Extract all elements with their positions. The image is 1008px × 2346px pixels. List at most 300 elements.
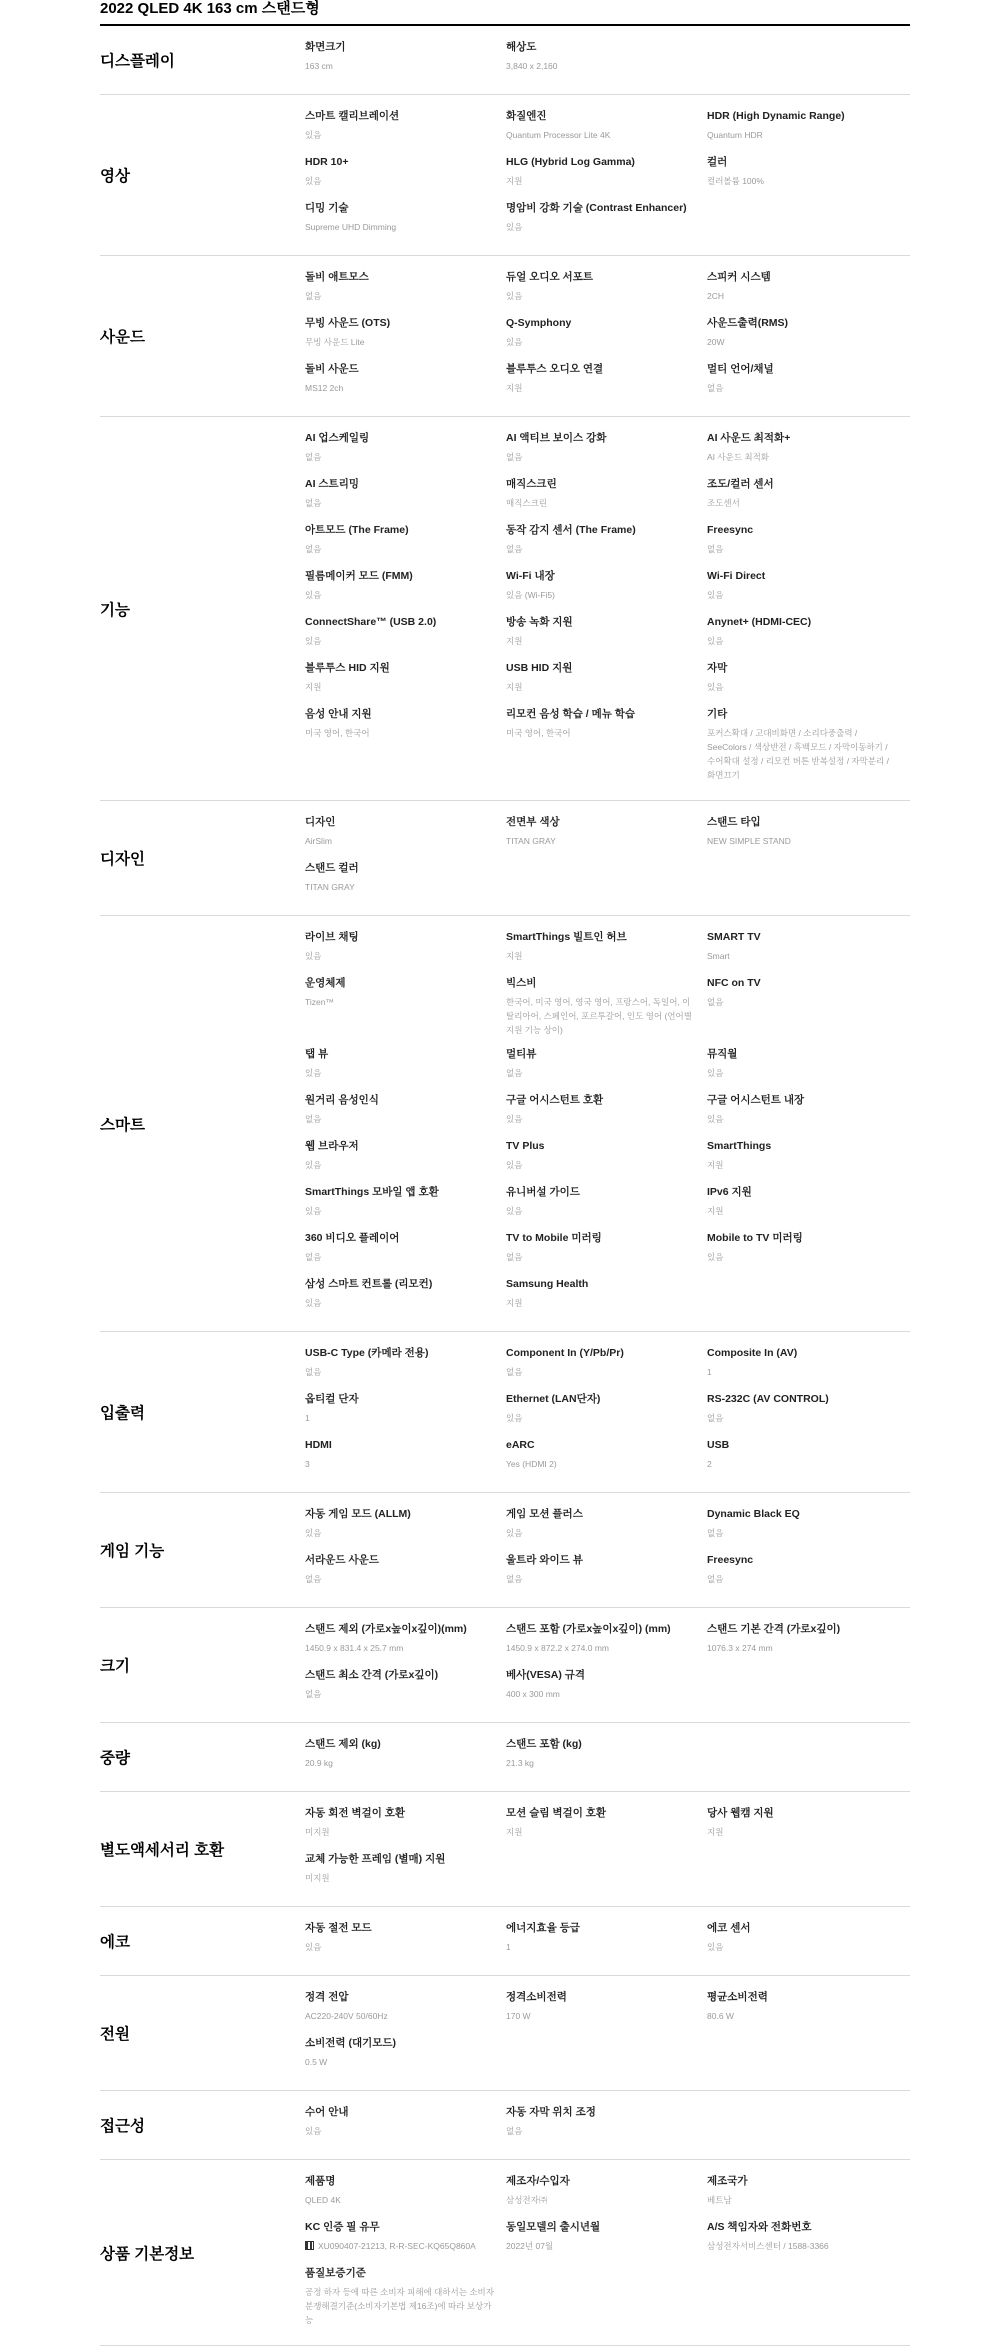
spec-value-wrap [707, 542, 896, 556]
spec-value-wrap [305, 59, 494, 73]
spec-item [305, 569, 506, 615]
spec-name: 당사 웹캠 지원 [707, 1807, 774, 1819]
section-title: 전원 [100, 2026, 130, 2043]
spec-item [506, 2174, 707, 2220]
spec-name: HDR (High Dynamic Range) [707, 110, 845, 122]
spec-name: 옵티컬 단자 [305, 1393, 359, 1405]
spec-value: 미지원 [305, 1827, 330, 1837]
spec-value: 있음 [305, 636, 322, 646]
spec-name: 스탠드 최소 간격 (가로x깊이) [305, 1669, 439, 1681]
spec-value: 있음 [707, 1942, 724, 1952]
spec-value-wrap [707, 1112, 896, 1126]
spec-value-wrap [707, 1457, 896, 1471]
spec-item [305, 155, 506, 201]
spec-value-wrap [506, 128, 695, 142]
spec-name: NFC on TV [707, 977, 761, 989]
spec-value-wrap [707, 450, 896, 464]
spec-value: 있음 [707, 590, 724, 600]
spec-item [305, 2266, 506, 2337]
spec-value: MS12 2ch [305, 383, 344, 393]
spec-item [305, 1622, 506, 1668]
spec-section [100, 1976, 910, 2091]
spec-grid [305, 801, 910, 915]
spec-name: 음성 안내 지원 [305, 708, 372, 720]
spec-item [305, 1185, 506, 1231]
spec-name: 스탠드 제외 (가로x높이x깊이)(mm) [305, 1623, 467, 1635]
spec-item [305, 1668, 506, 1714]
spec-value-wrap [506, 1641, 695, 1655]
spec-item [707, 1553, 908, 1599]
spec-section [100, 417, 910, 801]
spec-value: 있음 [305, 1942, 322, 1952]
spec-name: 멀티뷰 [506, 1048, 537, 1060]
spec-name: 뮤직월 [707, 1048, 738, 1060]
spec-item [506, 815, 707, 861]
spec-value-wrap [305, 1066, 494, 1080]
spec-name: 방송 녹화 지원 [506, 616, 573, 628]
spec-value: 없음 [506, 2126, 523, 2136]
spec-item [707, 316, 908, 362]
spec-name: 360 비디오 플레이어 [305, 1232, 400, 1244]
spec-item [707, 1139, 908, 1185]
spec-value: 없음 [305, 1574, 322, 1584]
spec-item [506, 1392, 707, 1438]
spec-value-wrap [305, 949, 494, 963]
spec-value-wrap [305, 220, 494, 234]
spec-name: 수어 안내 [305, 2106, 349, 2118]
spec-value-wrap [305, 1526, 494, 1540]
spec-value: 21.3 kg [506, 1758, 534, 1768]
spec-name: ConnectShare™ (USB 2.0) [305, 616, 437, 628]
spec-value: 지원 [707, 1160, 724, 1170]
spec-item [506, 1622, 707, 1668]
spec-value: 2 [707, 1459, 712, 1469]
spec-item [707, 1093, 908, 1139]
spec-item [305, 2036, 506, 2082]
spec-grid [305, 95, 910, 255]
spec-value-wrap [707, 949, 896, 963]
spec-name: 명암비 강화 기술 (Contrast Enhancer) [506, 202, 687, 214]
spec-value-wrap [506, 289, 695, 303]
spec-value: 없음 [707, 1413, 724, 1423]
spec-value: 있음 [506, 1528, 523, 1538]
spec-item [506, 201, 707, 247]
spec-value-wrap [305, 128, 494, 142]
spec-name: 자동 게임 모드 (ALLM) [305, 1508, 411, 1520]
spec-item [506, 2105, 707, 2151]
spec-value: 1 [707, 1367, 712, 1377]
spec-value: 없음 [506, 452, 523, 462]
spec-item [506, 109, 707, 155]
spec-item [305, 109, 506, 155]
spec-name: SmartThings 빌트인 허브 [506, 931, 627, 943]
spec-value-wrap [707, 496, 896, 510]
spec-value-wrap [707, 1572, 896, 1586]
spec-value: 있음 [707, 1068, 724, 1078]
spec-value-wrap [305, 335, 494, 349]
spec-value: Quantum Processor Lite 4K [506, 130, 611, 140]
spec-value-wrap [305, 1411, 494, 1425]
spec-grid [305, 2091, 910, 2159]
spec-name: 아트모드 (The Frame) [305, 524, 409, 536]
spec-name: 서라운드 사운드 [305, 1554, 379, 1566]
spec-value-wrap [707, 1066, 896, 1080]
spec-name: Q-Symphony [506, 317, 572, 329]
spec-value-wrap [506, 1756, 695, 1770]
spec-section [100, 2160, 910, 2346]
spec-value: 20W [707, 337, 725, 347]
section-title: 디자인 [100, 851, 145, 868]
spec-value-wrap [305, 2124, 494, 2138]
spec-value-wrap [707, 1641, 896, 1655]
spec-value: 없음 [506, 1252, 523, 1262]
spec-item [305, 201, 506, 247]
spec-section [100, 1608, 910, 1723]
spec-item [506, 1507, 707, 1553]
spec-value-wrap [305, 1365, 494, 1379]
spec-value-wrap [506, 1526, 695, 1540]
spec-value-wrap [305, 2055, 494, 2069]
spec-name: 전면부 색상 [506, 816, 560, 828]
spec-value-wrap [305, 1871, 494, 1885]
spec-name: 블루투스 HID 지원 [305, 662, 390, 674]
spec-value: 지원 [506, 176, 523, 186]
spec-item [506, 477, 707, 523]
spec-value-wrap [506, 680, 695, 694]
spec-value: 없음 [305, 1114, 322, 1124]
spec-value-wrap [707, 289, 896, 303]
spec-value-wrap [305, 289, 494, 303]
spec-item [506, 615, 707, 661]
spec-value: 무빙 사운드 Lite [305, 337, 365, 347]
spec-item [707, 1346, 908, 1392]
spec-value: 없음 [506, 1574, 523, 1584]
spec-value-wrap [506, 726, 695, 740]
spec-item [506, 1737, 707, 1783]
spec-value-wrap [506, 2124, 695, 2138]
spec-value-wrap [506, 1940, 695, 1954]
spec-name: Samsung Health [506, 1278, 589, 1290]
spec-item [506, 1346, 707, 1392]
spec-value-wrap [707, 834, 896, 848]
spec-value: 0.5 W [305, 2057, 328, 2067]
spec-item [707, 523, 908, 569]
spec-item [305, 523, 506, 569]
spec-value-wrap [707, 1411, 896, 1425]
spec-grid [305, 417, 910, 800]
spec-value-wrap [305, 2009, 494, 2023]
spec-name: KC 인증 필 유무 [305, 2221, 380, 2233]
spec-value: 1076.3 x 274 mm [707, 1643, 773, 1653]
spec-name: Anynet+ (HDMI-CEC) [707, 616, 812, 628]
spec-name: 동일모델의 출시년월 [506, 2221, 601, 2233]
spec-item [305, 1921, 506, 1967]
spec-section [100, 2091, 910, 2160]
spec-grid [305, 1907, 910, 1975]
spec-value-wrap [305, 1687, 494, 1701]
spec-item [506, 2220, 707, 2266]
spec-value-wrap [305, 834, 494, 848]
spec-value: 있음 [506, 337, 523, 347]
spec-name: Ethernet (LAN단자) [506, 1393, 601, 1405]
spec-item [305, 40, 506, 86]
spec-value: 170 W [506, 2011, 531, 2021]
spec-item [305, 1507, 506, 1553]
spec-grid [305, 2160, 910, 2345]
spec-item [707, 815, 908, 861]
spec-value-wrap [506, 995, 695, 1037]
spec-value: 공정 하자 등에 따른 소비자 피해에 대하서는 소비자분쟁해결기준(소비자기본법 제16조)에 따라 보상가능 [305, 2287, 494, 2325]
spec-name: SmartThings 모바일 앱 호환 [305, 1186, 439, 1198]
spec-value: 지원 [506, 383, 523, 393]
spec-value-wrap [305, 1825, 494, 1839]
spec-item [506, 707, 707, 792]
spec-item [707, 976, 908, 1047]
spec-grid [305, 916, 910, 1331]
section-title: 기능 [100, 601, 130, 619]
spec-value-wrap [506, 588, 695, 602]
spec-name: 구글 어시스턴트 내장 [707, 1094, 805, 1106]
spec-name: 스탠드 타입 [707, 816, 761, 828]
spec-item [707, 109, 908, 155]
spec-name: 품질보증기준 [305, 2267, 366, 2279]
spec-item [506, 661, 707, 707]
spec-item [707, 1438, 908, 1484]
spec-name: 기타 [707, 708, 728, 720]
spec-value: 2022년 07월 [506, 2241, 554, 2251]
spec-item [305, 2174, 506, 2220]
spec-name: AI 액티브 보이스 강화 [506, 432, 607, 444]
spec-item [506, 1990, 707, 2036]
spec-value: 있음 [506, 1160, 523, 1170]
spec-value-wrap [506, 1158, 695, 1172]
spec-value: 있음 [707, 1252, 724, 1262]
spec-value-wrap [506, 1112, 695, 1126]
spec-item [707, 615, 908, 661]
spec-value: 있음 [707, 1114, 724, 1124]
spec-value: 미지원 [305, 1873, 330, 1883]
spec-item [506, 1185, 707, 1231]
spec-value: AI 사운드 최적화 [707, 452, 770, 462]
spec-name: eARC [506, 1439, 535, 1451]
spec-value: 포커스확대 / 고대비화면 / 소리다중출력 / SeeColors / 색상반전 / 흑백모드 / 자막이동하기 / 수어확대 설정 / 리모컨 버튼 반복설정 / 자막분리 / 화면끄기 [707, 728, 889, 780]
spec-value-wrap [506, 220, 695, 234]
spec-item [305, 615, 506, 661]
spec-value: NEW SIMPLE STAND [707, 836, 791, 846]
spec-value: 없음 [707, 544, 724, 554]
spec-item [506, 569, 707, 615]
spec-item [305, 2105, 506, 2151]
spec-name: 정격 전압 [305, 1991, 349, 2003]
spec-name: Freesync [707, 1554, 754, 1566]
section-title: 상품 기본정보 [100, 2245, 195, 2263]
spec-name: 무빙 사운드 (OTS) [305, 317, 391, 329]
spec-item [305, 477, 506, 523]
spec-value: 있음 [506, 1206, 523, 1216]
spec-grid [305, 1976, 910, 2090]
spec-name: 멀티 언어/채널 [707, 363, 774, 375]
spec-grid [305, 1792, 910, 1906]
spec-item [506, 155, 707, 201]
spec-name: 모션 슬림 벽걸이 호환 [506, 1807, 607, 1819]
spec-name: 스탠드 제외 (kg) [305, 1738, 381, 1750]
spec-value: 1450.9 x 831.4 x 25.7 mm [305, 1643, 404, 1653]
spec-item [506, 1553, 707, 1599]
spec-name: 돌비 사운드 [305, 363, 359, 375]
spec-value: Smart [707, 951, 730, 961]
spec-value-wrap [506, 834, 695, 848]
spec-value-wrap [506, 1365, 695, 1379]
spec-value: 없음 [305, 1367, 322, 1377]
spec-section [100, 1907, 910, 1976]
spec-value-wrap [506, 542, 695, 556]
spec-value: 없음 [506, 1367, 523, 1377]
spec-value-wrap [305, 1158, 494, 1172]
spec-name: 동작 감지 센서 (The Frame) [506, 524, 636, 536]
spec-value: XU090407-21213, R-R-SEC-KQ65Q860A [318, 2241, 476, 2251]
spec-value: 있음 [305, 1160, 322, 1170]
spec-value-wrap [305, 1250, 494, 1264]
spec-value-wrap [506, 1066, 695, 1080]
spec-item [707, 661, 908, 707]
spec-item [506, 1093, 707, 1139]
spec-name: USB HID 지원 [506, 662, 573, 674]
spec-value-wrap [707, 1158, 896, 1172]
spec-name: 제품명 [305, 2175, 336, 2187]
spec-item [305, 1392, 506, 1438]
spec-value: 있음 [707, 636, 724, 646]
spec-value-wrap [305, 450, 494, 464]
spec-item [707, 362, 908, 408]
spec-value: Quantum HDR [707, 130, 763, 140]
spec-value-wrap [707, 588, 896, 602]
spec-value: 있음 (Wi-Fi5) [506, 590, 555, 600]
spec-item [305, 976, 506, 1047]
spec-sections [100, 26, 910, 2346]
spec-value-wrap [305, 1572, 494, 1586]
spec-item [506, 431, 707, 477]
spec-name: 운영체제 [305, 977, 346, 989]
spec-item [707, 1231, 908, 1277]
spec-name: 블루투스 오디오 연결 [506, 363, 604, 375]
spec-value: 조도센서 [707, 498, 740, 508]
spec-name: USB-C Type (카메라 전용) [305, 1347, 429, 1359]
spec-name: 사운드출력(RMS) [707, 317, 789, 329]
spec-item [506, 1231, 707, 1277]
spec-value-wrap [506, 1296, 695, 1310]
spec-item [305, 1553, 506, 1599]
section-title: 영상 [100, 168, 130, 185]
spec-name: 스피커 시스템 [707, 271, 771, 283]
spec-value: 없음 [506, 544, 523, 554]
spec-name: 스탠드 포함 (가로x높이x깊이) (mm) [506, 1623, 671, 1635]
spec-value: 없음 [707, 1574, 724, 1584]
spec-item [707, 1392, 908, 1438]
spec-section [100, 26, 910, 95]
spec-value: 있음 [305, 2126, 322, 2136]
spec-name: 스마트 캘리브레이션 [305, 110, 400, 122]
spec-value-wrap [305, 1641, 494, 1655]
spec-name: 스탠드 컬러 [305, 862, 359, 874]
spec-value: 삼성전자㈜ [506, 2195, 548, 2205]
spec-value: 있음 [305, 176, 322, 186]
spec-item [506, 1047, 707, 1093]
spec-section [100, 1723, 910, 1792]
spec-item [305, 930, 506, 976]
spec-item [305, 2220, 506, 2266]
spec-value-wrap [506, 1572, 695, 1586]
spec-item [707, 270, 908, 316]
spec-grid [305, 1493, 910, 1607]
spec-value: 있음 [305, 1528, 322, 1538]
spec-value-wrap [305, 588, 494, 602]
spec-name: 소비전력 (대기모드) [305, 2037, 397, 2049]
spec-name: 자동 자막 위치 조정 [506, 2106, 596, 2118]
spec-value-wrap [305, 880, 494, 894]
spec-value-wrap [506, 1204, 695, 1218]
spec-item [707, 431, 908, 477]
spec-value: 있음 [305, 1298, 322, 1308]
spec-value-wrap [506, 2009, 695, 2023]
spec-value: 없음 [305, 544, 322, 554]
spec-value: 1450.9 x 872.2 x 274.0 mm [506, 1643, 610, 1653]
spec-value-wrap [707, 2193, 896, 2207]
spec-name: Mobile to TV 미러링 [707, 1232, 803, 1244]
spec-item [305, 1806, 506, 1852]
spec-item [707, 1185, 908, 1231]
spec-value: 없음 [305, 498, 322, 508]
spec-item [506, 930, 707, 976]
spec-item [506, 40, 707, 86]
spec-section [100, 916, 910, 1332]
spec-value-wrap [707, 1204, 896, 1218]
section-title: 크기 [100, 1658, 130, 1675]
spec-value-wrap [506, 1250, 695, 1264]
spec-item [305, 707, 506, 792]
spec-value: 한국어, 미국 영어, 영국 영어, 프랑스어, 독일어, 이탈리아어, 스페인어, 포르투갈어, 인도 영어 (언어별 지원 기능 상이) [506, 997, 692, 1035]
spec-name: 화질엔진 [506, 110, 547, 122]
spec-value: 1 [305, 1413, 310, 1423]
spec-value-wrap [707, 1825, 896, 1839]
spec-item [305, 1438, 506, 1484]
spec-value-wrap [707, 1940, 896, 1954]
spec-section [100, 256, 910, 417]
spec-value: 163 cm [305, 61, 333, 71]
spec-value-wrap [707, 1365, 896, 1379]
spec-name: 컬러 [707, 156, 728, 168]
spec-value: 20.9 kg [305, 1758, 333, 1768]
spec-name: 매직스크린 [506, 478, 557, 490]
spec-value-wrap [506, 1457, 695, 1471]
spec-name: Composite In (AV) [707, 1347, 798, 1359]
spec-value-wrap [707, 680, 896, 694]
spec-name: 게임 모션 플러스 [506, 1508, 583, 1520]
spec-value: 지원 [506, 636, 523, 646]
spec-name: Component In (Y/Pb/Pr) [506, 1347, 624, 1359]
spec-value-wrap [707, 726, 896, 782]
spec-value: 있음 [707, 682, 724, 692]
spec-item [305, 316, 506, 362]
spec-item [707, 707, 908, 792]
spec-value: Yes (HDMI 2) [506, 1459, 557, 1469]
spec-name: SmartThings [707, 1140, 772, 1152]
spec-name: 라이브 채팅 [305, 931, 359, 943]
spec-item [506, 1139, 707, 1185]
spec-name: AI 사운드 최적화+ [707, 432, 791, 444]
spec-value: 있음 [305, 590, 322, 600]
spec-item [305, 861, 506, 907]
spec-section [100, 801, 910, 916]
